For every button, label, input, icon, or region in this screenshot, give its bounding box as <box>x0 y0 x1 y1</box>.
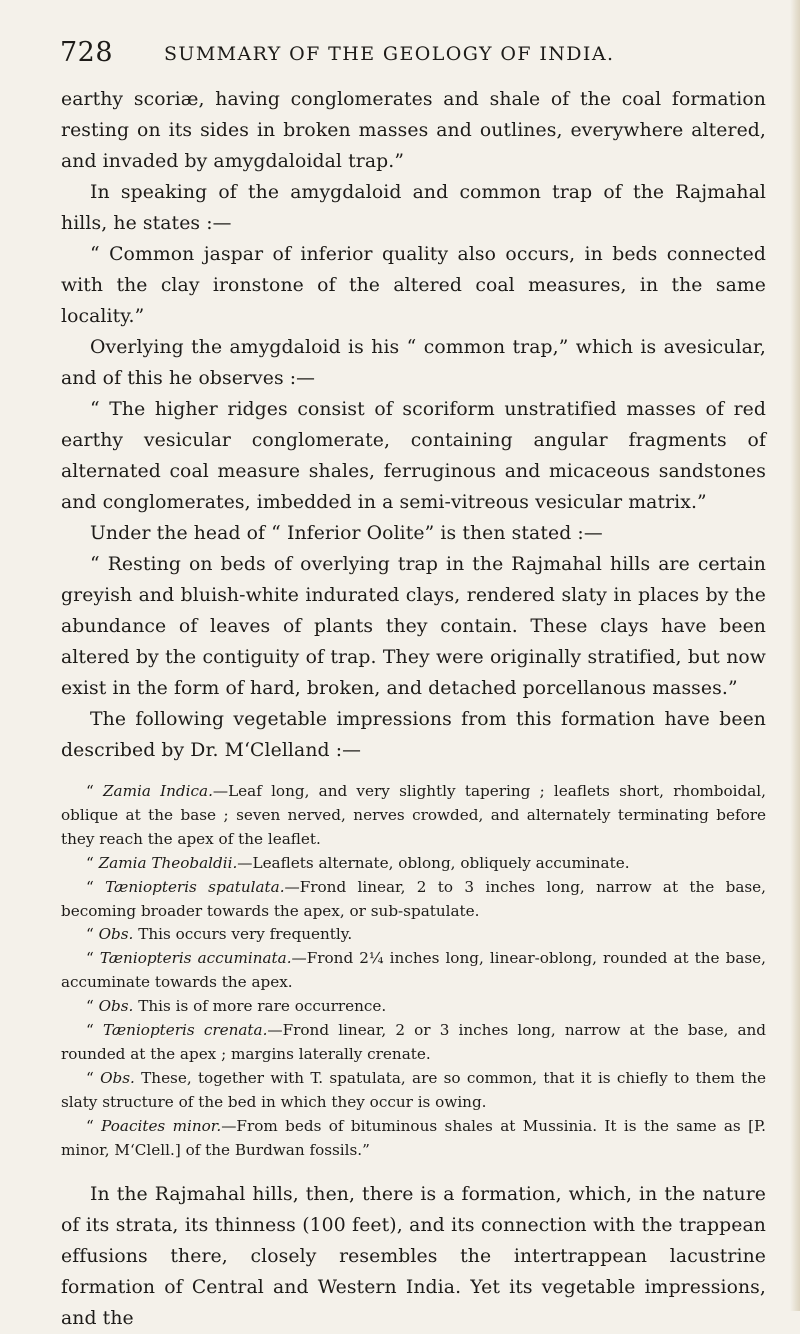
page-header <box>60 35 760 75</box>
fossil-entry <box>61 923 766 947</box>
fossil-name: Tæniopteris crenata. <box>102 1021 268 1040</box>
paragraph-quote: “ Resting on beds of overlying trap in the Rajmahal hills are certain greyish and bluish-white indurated clays, rendered slaty in places by the abundance of leaves of plants they contain. These clays have been altered by the contiguity of trap. They were originally stratified, but now exist in the form of hard, broken, and detached porcellanous masses.” <box>61 554 766 699</box>
fossil-descriptions <box>61 780 766 1163</box>
fossil-name: Poacites minor. <box>101 1116 222 1135</box>
fossil-entry <box>61 780 766 852</box>
fossil-entry <box>61 1067 766 1115</box>
fossil-text: —Leaf long, and very slightly tapering ; leaflets short, rhomboidal, oblique at the base ; seven nerved, nerves crowded, and alternately terminating before they reach the apex of the leaflet. <box>61 782 766 848</box>
paragraph-quote: “ Common jaspar of inferior quality also occurs, in beds connected with the clay ironstone of the altered coal measures, in the same locality.” <box>61 244 766 327</box>
quote-mark: “ <box>86 877 106 896</box>
quote-mark: “ <box>86 1021 103 1040</box>
paragraph-quote: “ The higher ridges consist of scoriform unstratified masses of red earthy vesicular conglomerate, containing angular fragments of alternated coal measure shales, ferruginous and micaceous sandstones and conglomerates, imbedded in a semi-vitreous vesicular matrix.” <box>61 399 766 513</box>
quote-mark: “ <box>86 1068 101 1087</box>
fossil-text: —Frond linear, 2 or 3 inches long, narrow at the base, and rounded at the apex ; margins laterally crenate. <box>61 1021 767 1063</box>
paragraph: In speaking of the amygdaloid and common trap of the Rajmahal hills, he states :— <box>61 182 766 234</box>
fossil-entry <box>61 876 766 924</box>
fossil-name: Obs. <box>100 1068 135 1087</box>
fossil-text: —From beds of bituminous shales at Mussinia. It is the same as [P. minor, M‘Clell.] of the Burdwan fossils.” <box>61 1116 767 1159</box>
fossil-text: This occurs very frequently. <box>133 925 353 944</box>
fossil-name: Obs. <box>98 925 134 944</box>
page-body <box>61 84 766 1334</box>
quote-mark: “ <box>86 1116 102 1135</box>
fossil-name: Zamia Theobaldii. <box>98 853 238 872</box>
fossil-entry <box>61 1115 766 1163</box>
fossil-name: Obs. <box>98 997 134 1016</box>
fossil-name: Zamia Indica. <box>103 782 213 800</box>
paragraph: The following vegetable impressions from this formation have been described by Dr. M‘Clelland :— <box>61 709 766 761</box>
paragraph: Under the head of “ Inferior Oolite” is then stated :— <box>90 523 603 544</box>
paragraph-final: In the Rajmahal hills, then, there is a formation, which, in the nature of its strata, its thinness (100 feet), and its connection with the trappean effusions there, closely resembles the intertrappean lacustrine formation of Central and Western India. Yet its vegetable impressions, and the <box>61 1183 766 1329</box>
quote-mark: “ <box>86 853 99 872</box>
fossil-text: —Frond 2¼ inches long, linear-oblong, rounded at the base, accuminate towards the apex. <box>61 949 766 992</box>
quote-mark: “ <box>86 949 100 968</box>
fossil-text: This is of more rare occurrence. <box>133 997 387 1016</box>
fossil-entry <box>61 947 766 995</box>
paragraph-continuation: earthy scoriæ, having conglomerates and shale of the coal formation resting on its sides in broken masses and outlines, everywhere altered, and invaded by amygdaloidal trap.” <box>61 89 766 172</box>
page-number: 728 <box>60 37 114 68</box>
fossil-text: —Frond linear, 2 to 3 inches long, narrow at the base, becoming broader towards the apex, or sub-spatulate. <box>61 877 766 920</box>
paragraph: Overlying the amygdaloid is his “ common trap,” which is avesicular, and of this he observes :— <box>61 337 766 389</box>
fossil-name: Tæniopteris spatulata. <box>105 877 285 896</box>
fossil-text: These, together with T. spatulata, are so common, that it is chiefly to them the slaty structure of the bed in which they occur is owing. <box>61 1068 766 1111</box>
quote-mark: “ <box>86 925 99 944</box>
page-edge-stain <box>790 0 800 1311</box>
running-head: SUMMARY OF THE GEOLOGY OF INDIA. <box>164 43 615 65</box>
quote-mark: “ <box>86 782 103 800</box>
quote-mark: “ <box>86 997 99 1016</box>
fossil-entry <box>61 852 766 876</box>
fossil-text: —Leaflets alternate, oblong, obliquely accuminate. <box>237 853 630 872</box>
fossil-entry <box>61 1019 766 1067</box>
fossil-entry <box>61 995 766 1019</box>
fossil-name: Tæniopteris accuminata. <box>99 949 292 968</box>
